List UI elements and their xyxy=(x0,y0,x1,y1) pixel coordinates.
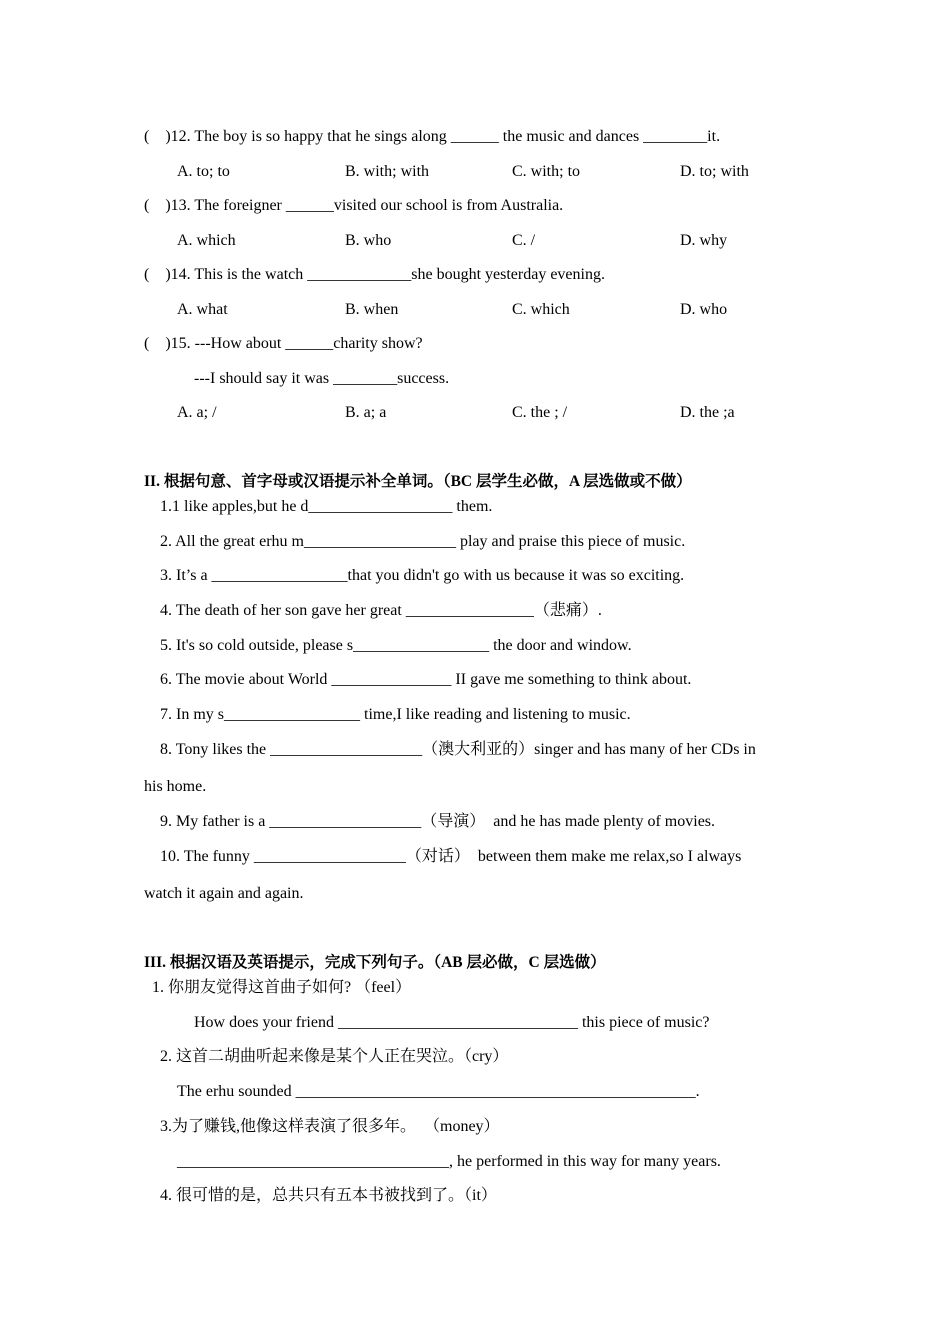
fill-item: 6. The movie about World _______________ II gave me something to think about. xyxy=(160,671,692,688)
fill-item-continued: his home. xyxy=(144,778,207,795)
mc-stem-continued: ---I should say it was ________success. xyxy=(194,370,450,387)
translate-answer: The erhu sounded __________________________________________________. xyxy=(177,1083,700,1100)
translate-prompt: 4. 很可惜的是，总共只有五本书被找到了。（it） xyxy=(160,1187,497,1204)
mc-option-b: B. a; a xyxy=(345,404,387,421)
fill-item: 10. The funny ___________________（对话） between them make me relax,so I always xyxy=(160,848,742,865)
mc-option-a: A. a; / xyxy=(177,404,217,421)
section-3-heading: III. 根据汉语及英语提示，完成下列句子。（AB 层必做，C 层选做） xyxy=(144,954,606,971)
translate-answer: __________________________________, he performed in this way for many years. xyxy=(177,1153,721,1170)
mc-option-d: D. the ;a xyxy=(680,404,735,421)
mc-option-c: C. with; to xyxy=(512,163,581,180)
mc-stem: ( )14. This is the watch _____________she bought yesterday evening. xyxy=(144,266,605,283)
fill-item: 9. My father is a ___________________（导演） and he has made plenty of movies. xyxy=(160,813,716,830)
mc-option-b: B. who xyxy=(345,232,392,249)
mc-option-a: A. to; to xyxy=(177,163,230,180)
mc-stem: ( )15. ---How about ______charity show? xyxy=(144,335,423,352)
fill-item: 8. Tony likes the ___________________（澳大利亚的）singer and has many of her CDs in xyxy=(160,741,756,758)
translate-prompt: 2. 这首二胡曲听起来像是某个人正在哭泣。（cry） xyxy=(160,1048,509,1065)
mc-stem: ( )12. The boy is so happy that he sings along ______ the music and dances ________it. xyxy=(144,128,721,145)
fill-item: 3. It’s a _________________that you didn't go with us because it was so exciting. xyxy=(160,567,685,584)
mc-option-c: C. the ; / xyxy=(512,404,568,421)
translate-prompt: 3.为了赚钱,他像这样表演了很多年。 （money） xyxy=(160,1118,500,1135)
mc-option-c: C. / xyxy=(512,232,536,249)
mc-option-b: B. when xyxy=(345,301,399,318)
fill-item: 4. The death of her son gave her great ________________（悲痛）. xyxy=(160,602,602,619)
fill-item: 5. It's so cold outside, please s_________________ the door and window. xyxy=(160,637,632,654)
mc-option-b: B. with; with xyxy=(345,163,430,180)
mc-option-a: A. which xyxy=(177,232,236,249)
mc-option-d: D. who xyxy=(680,301,728,318)
mc-option-a: A. what xyxy=(177,301,228,318)
fill-item: 7. In my s_________________ time,I like reading and listening to music. xyxy=(160,706,631,723)
mc-option-d: D. why xyxy=(680,232,728,249)
translate-prompt: 1. 你朋友觉得这首曲子如何? （feel） xyxy=(152,979,412,996)
fill-item: 2. All the great erhu m___________________ play and praise this piece of music. xyxy=(160,533,686,550)
section-2-heading: II. 根据句意、首字母或汉语提示补全单词。（BC 层学生必做，A 层选做或不做） xyxy=(144,473,692,490)
fill-item: 1.1 like apples,but he d__________________ them. xyxy=(160,498,493,515)
mc-option-c: C. which xyxy=(512,301,570,318)
mc-stem: ( )13. The foreigner ______visited our school is from Australia. xyxy=(144,197,564,214)
fill-item-continued: watch it again and again. xyxy=(144,885,304,902)
mc-option-d: D. to; with xyxy=(680,163,749,180)
translate-answer: How does your friend ______________________________ this piece of music? xyxy=(194,1014,710,1031)
